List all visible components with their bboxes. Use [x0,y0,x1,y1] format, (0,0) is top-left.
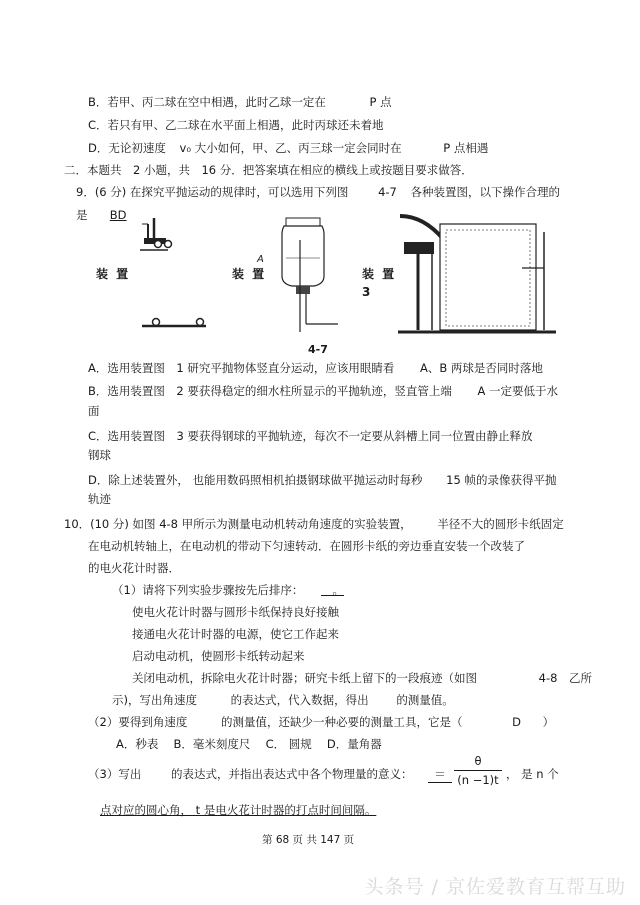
q10-part-2 [88,714,554,730]
q9-option-b [88,383,558,399]
q9-option-b-text-2: A 一定要低于水 [477,384,559,398]
q10-step-d-ref: 4-8 乙所 [538,671,592,685]
q10-part-2-text-2: 的测量值，还缺少一种必要的测量工具，它是（ [220,715,463,729]
q9-figure-ref: 4-7 [378,185,397,199]
q10-step-1-blank: 。 [320,583,344,597]
q10-step-1-text: （1）请将下列实验步骤按先后排序： [112,583,304,597]
q10-step-d [132,670,592,686]
q10-part-2-answer: D [512,715,521,729]
q10-step-d-cont-1: 示)，写出角速度 [112,693,197,707]
option-d-text-2: 大小如何，甲、乙、丙三球一定会同时在 [194,141,402,155]
q10-part-3-text-1: （3）写出 [88,767,142,781]
q9-option-b-cont: 面 [88,404,100,418]
q10-equals: ＝ [428,766,452,783]
q9-text-2: 各种装置图，以下操作合理的 [410,185,561,199]
option-c-line: C．若只有甲、乙二球在水平面上相遇，此时丙球还未着地 [88,118,384,132]
apparatus-3-label: 装 置 [362,267,397,281]
q10-part-2-close: ） [542,715,555,729]
option-b-p-point: P 点 [369,95,392,109]
omega-formula [454,754,502,787]
option-d-v0: v₀ [179,141,191,155]
question-9-line-1 [76,184,560,200]
q10-part-2-options: A．秒表 B．毫米刻度尺 C． 圆规 D．量角器 [116,737,382,751]
q9-option-c: C．选用装置图 3 要获得钢球的平抛轨迹，每次不一定要从斜槽上同一位置由静止释放 [88,429,533,443]
q10-part-3-tail: ， 是 n 个 [506,767,559,781]
q10-step-d-cont-2: 的表达式，代入数据，得出 [230,693,369,707]
question-10-line-1 [64,516,564,532]
q9-option-d-text-2: 15 帧的录像获得平抛 [446,473,557,487]
apparatus-3-number: 3 [362,285,371,299]
option-d-text-1: D．无论初速度 [88,141,166,155]
q9-option-a-text-1: A．选用装置图 1 研究平抛物体竖直分运动，应该用眼睛看 [88,361,395,375]
q10-step-a: 使电火花计时器与圆形卡纸保持良好接触 [132,605,339,619]
apparatus-1-label: 装 置 [96,267,131,281]
formula-numerator: θ [474,754,482,768]
watermark: 头条号 / 京佐爱教育互帮互助 [364,876,626,898]
q10-part-2-text-1: （2）要得到角速度 [88,715,188,729]
option-d-line [88,140,488,156]
option-b-line [88,94,392,110]
q9-text-3: 是 [76,208,88,222]
q9-option-a-text-2: A、B 两球是否同时落地 [420,361,543,375]
q9-option-d-cont: 轨迹 [88,492,111,506]
question-9-answer-line [76,207,141,223]
page-footer: 第 68 页 共 147 页 [262,834,355,846]
q9-option-c-cont: 钢球 [88,448,111,462]
apparatus-3-figure [396,212,556,340]
formula-denominator: (n −1)t [457,773,499,787]
q10-step-d-cont [112,692,454,708]
q10-part-3-text-2: 的表达式，并指出表达式中各个物理量的意义： [170,767,413,781]
section-2-heading: 二．本题共 2 小题，共 16 分．把答案填在相应的横线上或按题目要求做答． [64,163,473,177]
question-10-line-3: 的电火花计时器． [88,561,180,575]
q10-part-3-explanation: 点对应的圆心角， t 是电火花计时器的打点时间间隔。 [100,803,377,817]
q9-text-1: 9．(6 分) 在探究平抛运动的规律时，可以选用下列图 [76,185,349,199]
q9-option-d-text-1: D．除上述装置外， 也能用数码照相机拍摄钢球做平抛运动时每秒 [88,473,423,487]
q10-text-1b: 半径不大的圆形卡纸固定 [437,517,564,531]
option-d-text-3: P 点相遇 [443,141,489,155]
apparatus-2-figure [266,212,340,344]
q10-step-d-cont-3: 的测量值。 [396,693,454,707]
apparatus-2-point-a: A [257,254,264,265]
question-10-line-2: 在电动机转轴上，在电动机的带动下匀速转动．在圆形卡纸的旁边垂直安装一个改装了 [88,539,525,553]
q9-answer: BD [109,208,127,222]
q9-option-b-text-1: B．选用装置图 2 要获得稳定的细水柱所显示的平抛轨迹，竖直管上端 [88,384,452,398]
q10-step-b: 接通电火花计时器的电源，使它工作起来 [132,627,339,641]
q10-step-1-prompt [112,582,371,598]
q9-option-d [88,472,556,488]
apparatus-1-figure [138,218,206,336]
figure-caption: 4-7 [308,343,328,356]
q10-part-3 [88,766,412,782]
q9-option-a [88,360,543,376]
q10-text-1: 10．(10 分) 如图 4-8 甲所示为测量电动机转动角速度的实验装置， [64,517,412,531]
q10-step-c: 启动电动机，使圆形卡纸转动起来 [132,649,305,663]
option-b-text: B．若甲、丙二球在空中相遇，此时乙球一定在 [88,95,326,109]
formula-fraction-bar [454,770,502,771]
q10-step-d-text: 关闭电动机，拆除电火花计时器；研究卡纸上留下的一段痕迹（如图 [132,671,477,685]
apparatus-2-label: 装 置 [232,267,267,281]
